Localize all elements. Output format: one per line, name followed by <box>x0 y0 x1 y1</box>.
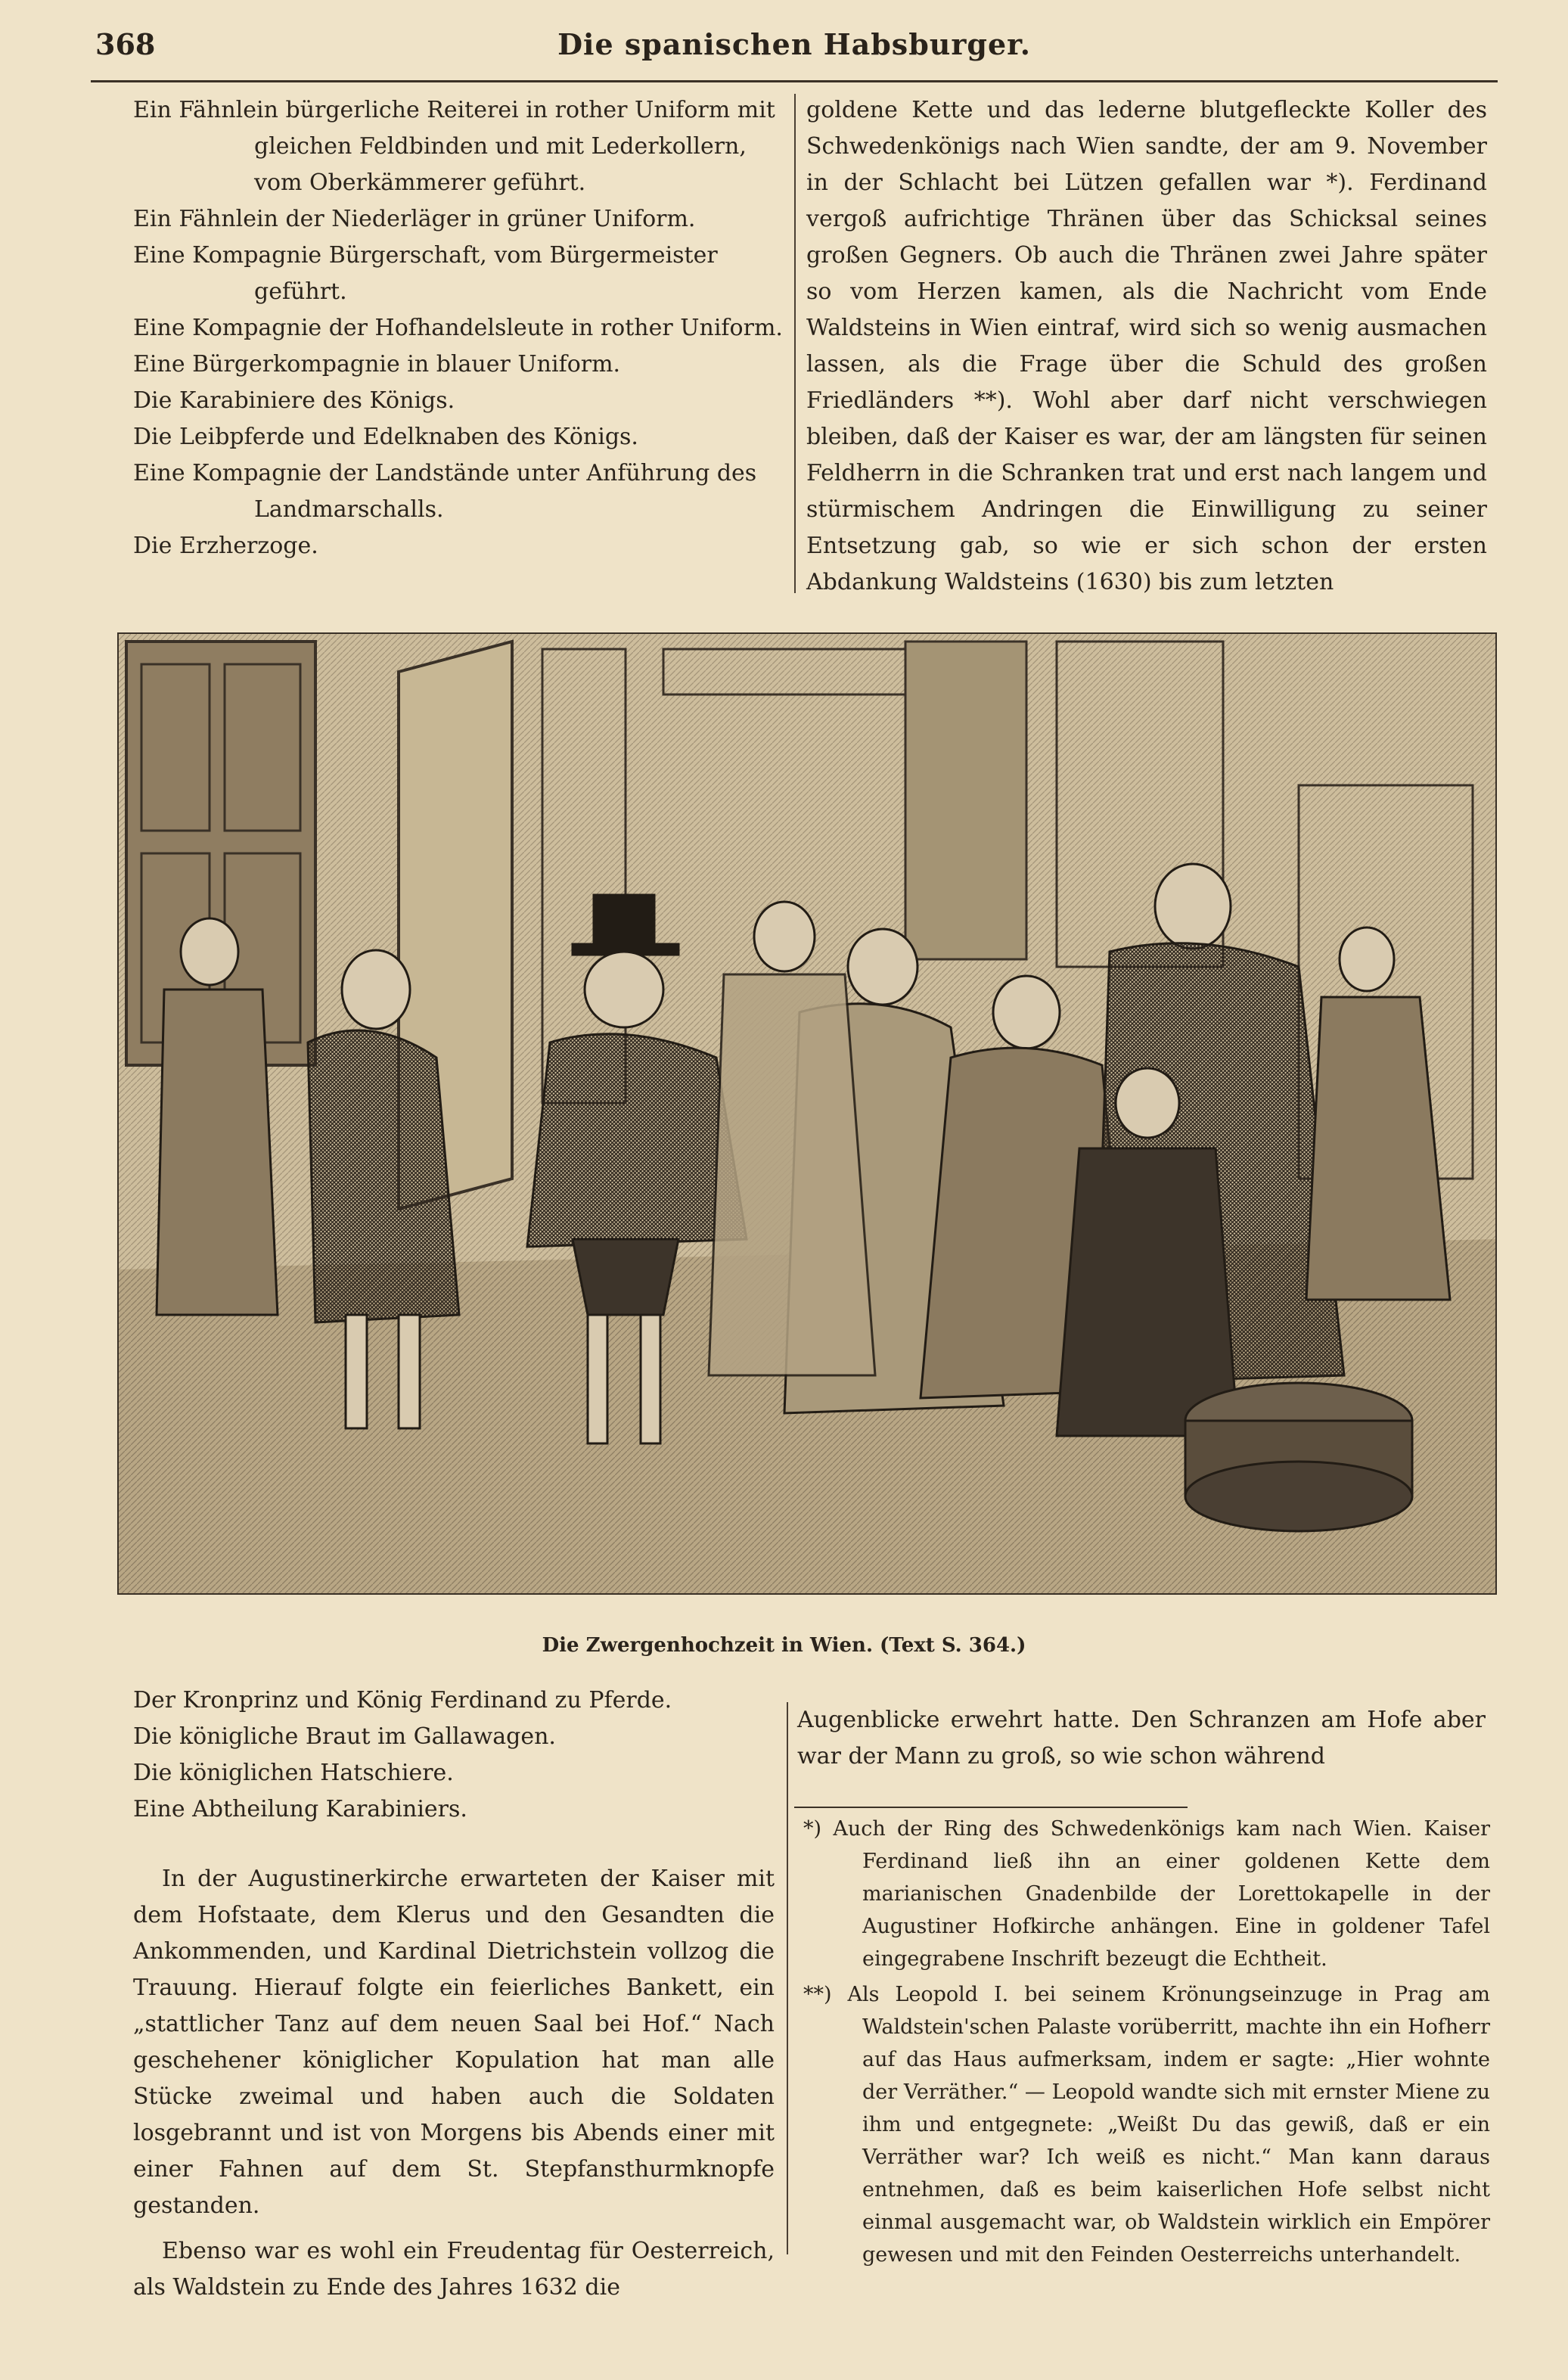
running-head <box>91 23 1498 68</box>
list-item: Eine Bürgerkompagnie in blauer Uniform. <box>133 351 621 378</box>
body-text-top-right <box>806 92 1487 601</box>
list-item: Die Erzherzoge. <box>133 533 318 559</box>
illustration-caption: Die Zwergenhochzeit in Wien. (Text S. 364.) <box>542 1634 1026 1657</box>
engraving-illustration <box>117 632 1497 1595</box>
page-number: 368 <box>95 27 156 61</box>
list-item: Die Leibpferde und Edelknaben des Königs. <box>133 424 638 450</box>
paragraph: Augenblicke erwehrt hatte. Den Schranzen am Hofe aber war der Mann zu groß, so wie schon während <box>797 1707 1486 1769</box>
body-text-bottom-left <box>133 1861 775 2306</box>
list-item: Die Karabiniere des Königs. <box>133 387 455 414</box>
dwarf-wedding-engraving <box>119 634 1495 1593</box>
footnotes <box>803 1813 1490 2271</box>
header-rule <box>91 80 1498 82</box>
paragraph: goldene Kette und das lederne blutgefleckte Koller des Schwedenkönigs nach Wien sandte, der am 9. November in der Schlacht bei Lützen gefallen war *). Ferdinand vergoß aufrichtige Thränen über das Schicksal seines großen Gegners. Ob auch die Thränen zwei Jahre später so vom Herzen kamen, als die Nachricht vom Ende Waldsteins in Wien eintraf, wird sich so wenig ausmachen lassen, als die Frage über die Schuld des großen Friedländers **). Wohl aber darf nicht verschwiegen bleiben, daß der Kaiser es war, der am längsten für seinen Feldherrn in die Schranken trat und erst nach langem und stürmischem Andringen die Einwilligung zu seiner Entsetzung gab, so wie er sich schon der ersten Abdankung Waldsteins (1630) bis zum letzten <box>806 97 1487 595</box>
list-item: Der Kronprinz und König Ferdinand zu Pferde. <box>133 1687 672 1714</box>
column-rule-bottom <box>787 1702 788 2254</box>
footnote: *) Auch der Ring des Schwedenkönigs kam nach Wien. Kaiser Ferdinand ließ ihn an einer goldenen Kette dem marianischen Gnadenbilde der Lorettokapelle in der Augustiner Hofkirche anhängen. Eine in goldener Tafel eingegrabene Inschrift bezeugt die Echtheit. <box>803 1817 1490 1971</box>
list-item: Ein Fähnlein der Niederläger in grüner Uniform. <box>133 206 696 232</box>
running-title: Die spanischen Habsburger. <box>557 27 1031 61</box>
procession-list-top <box>133 92 787 564</box>
footnote-rule <box>794 1807 1188 1808</box>
list-item: Ein Fähnlein bürgerliche Reiterei in rother Uniform mit gleichen Feldbinden und mit Lederkollern, vom Oberkämmerer geführt. <box>133 97 775 196</box>
list-item: Eine Kompagnie der Hofhandelsleute in rother Uniform. <box>133 315 783 341</box>
list-item: Die königlichen Hatschiere. <box>133 1760 454 1786</box>
paragraph: Ebenso war es wohl ein Freudentag für Oesterreich, als Waldstein zu Ende des Jahres 1632 die <box>133 2238 775 2301</box>
list-item: Eine Abtheilung Karabiniers. <box>133 1796 467 1822</box>
footnote: **) Als Leopold I. bei seinem Krönungseinzuge in Prag am Waldstein'schen Palaste vorüberritt, machte ihn ein Hofherr auf das Haus aufmerksam, indem er sagte: „Hier wohnte der Verräther.“ — Leopold wandte sich mit ernster Miene zu ihm und entgegnete: „Weißt Du das gewiß, daß er ein Verräther war? Ich weiß es nicht.“ Man kann daraus entnehmen, daß es beim kaiserlichen Hofe selbst nicht einmal ausgemacht war, ob Waldstein wirklich ein Empörer gewesen und mit den Feinden Oesterreichs unterhandelt. <box>803 1983 1490 2267</box>
column-rule-top <box>794 94 796 593</box>
list-item: Eine Kompagnie Bürgerschaft, vom Bürgermeister geführt. <box>133 242 718 305</box>
procession-list-bottom <box>133 1682 787 1828</box>
list-item: Eine Kompagnie der Landstände unter Anführung des Landmarschalls. <box>133 460 757 523</box>
paragraph: In der Augustinerkirche erwarteten der Kaiser mit dem Hofstaate, dem Klerus und den Gesandten die Ankommenden, und Kardinal Dietrichstein vollzog die Trauung. Hierauf folgte ein feierliches Bankett, ein „stattlicher Tanz auf dem neuen Saal bei Hof.“ Nach geschehener königlicher Kopulation hat man alle Stücke zweimal und haben auch die Soldaten losgebrannt und ist von Morgens bis Abends einer mit einer Fahnen auf dem St. Stepfansthurmknopfe gestanden. <box>133 1866 775 2219</box>
list-item: Die königliche Braut im Gallawagen. <box>133 1723 556 1750</box>
body-text-bottom-right <box>797 1702 1486 1775</box>
